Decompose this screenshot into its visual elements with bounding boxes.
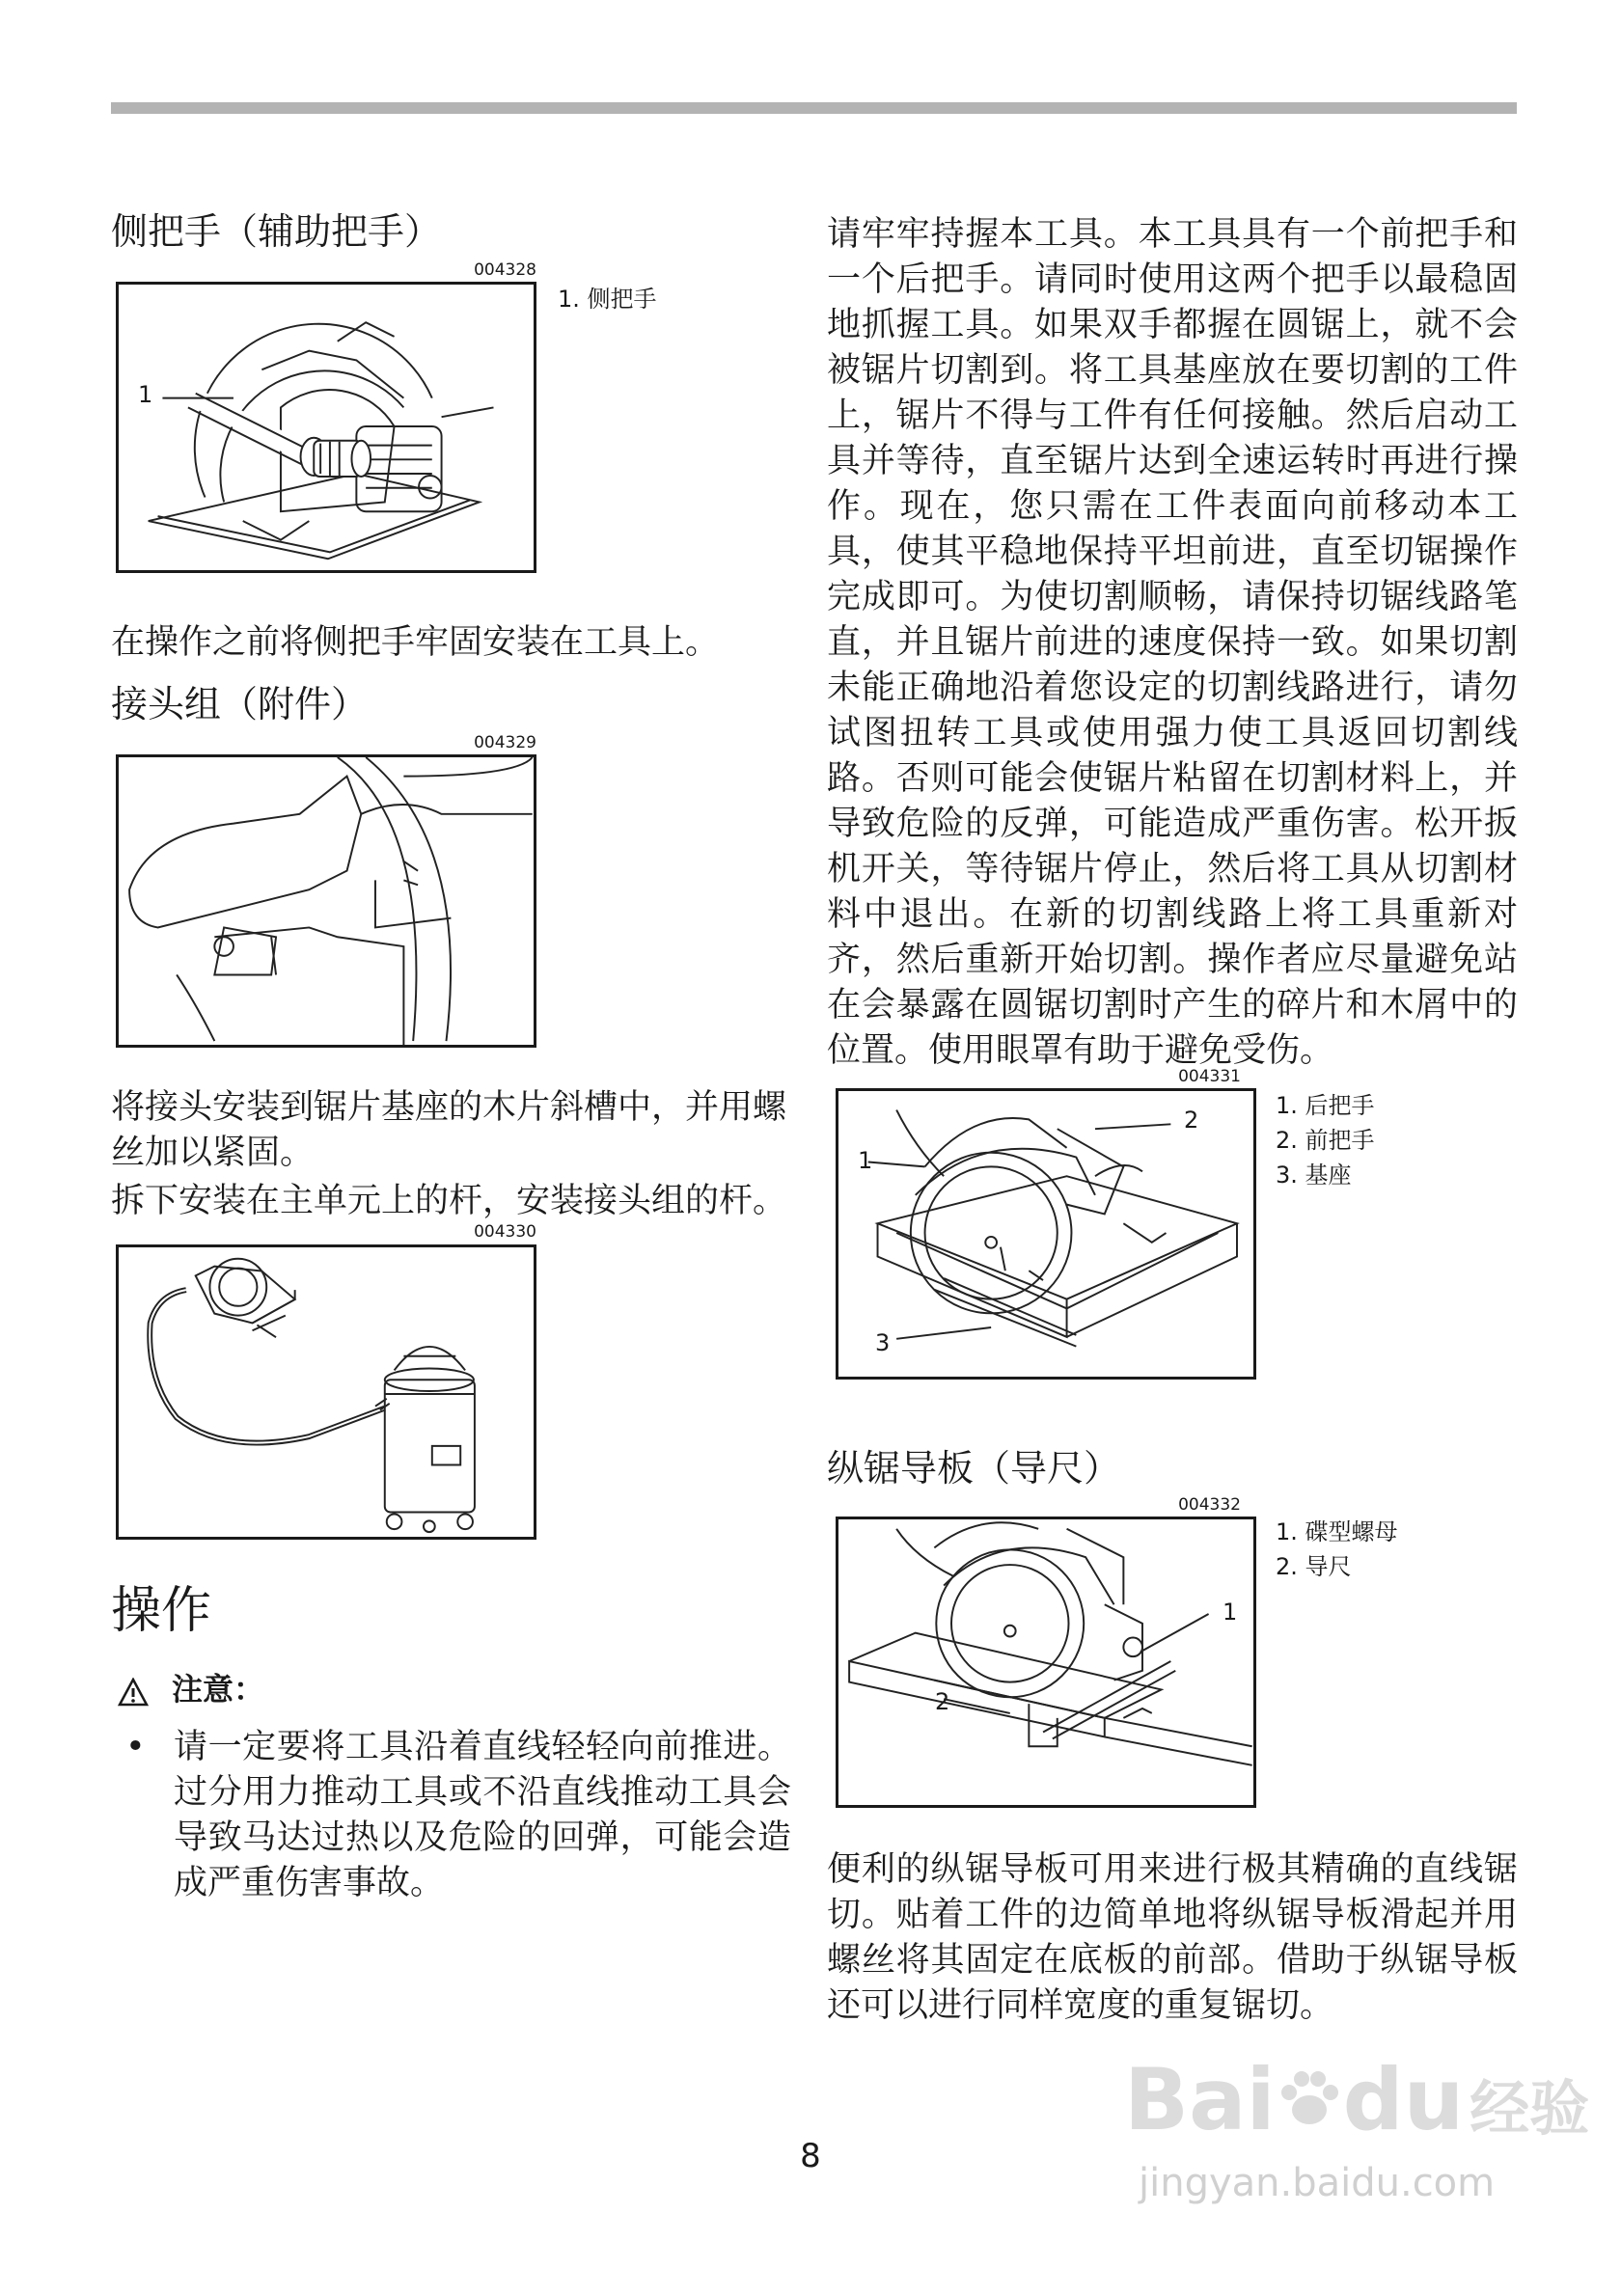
rip-fence-figure: [836, 1517, 1256, 1808]
dust-collector-illustration: [119, 1247, 534, 1537]
rip-fence-illustration: [838, 1519, 1253, 1805]
legend-item: 1. 后把手: [1276, 1092, 1375, 1119]
joint-set-title: 接头组（附件）: [111, 683, 369, 725]
watermark-logo: [1124, 2050, 1589, 2149]
joint-set-text-1: 将接头安装到锯片基座的木片斜槽中，并用螺丝加以紧固。: [111, 1088, 787, 1172]
callout-3: 3: [875, 1329, 891, 1356]
watermark-cn: 经验: [1470, 2073, 1590, 2144]
legend-item: 1. 侧把手: [558, 286, 657, 313]
side-handle-legend: [558, 282, 657, 316]
page-number: 8: [800, 2137, 821, 2175]
legend-item: 2. 前把手: [1276, 1127, 1375, 1154]
watermark-brand-2: du: [1342, 2050, 1465, 2149]
joint-set-illustration: [119, 757, 534, 1045]
legend-item: 2. 导尺: [1276, 1553, 1352, 1580]
callout-1: 1: [1223, 1599, 1238, 1626]
figure-code-004329: 004329: [474, 733, 536, 752]
side-handle-illustration: [119, 285, 534, 570]
figure-code-004330: 004330: [474, 1222, 536, 1242]
top-rule: [111, 102, 1517, 114]
bullet-dot: •: [125, 1728, 146, 1766]
warning-triangle-icon: [118, 1678, 149, 1707]
caution-label: 注意：: [172, 1671, 265, 1708]
callout-2: 2: [935, 1688, 950, 1715]
operation-title: 操作: [111, 1582, 212, 1640]
operation-bullet-text: 请一定要将工具沿着直线轻轻向前推进。过分用力推动工具或不沿直线推动工具会导致马达过热以及危险的回弹，可能会造成严重伤害事故。: [174, 1728, 791, 1902]
joint-set-figure: [116, 754, 536, 1048]
figure-code-004331: 004331: [1178, 1067, 1241, 1086]
figure-code-004328: 004328: [474, 260, 536, 280]
operation-illustration: [838, 1091, 1253, 1377]
rip-fence-title: 纵锯导板（导尺）: [827, 1447, 1121, 1490]
paw-print-icon: [1276, 2065, 1343, 2133]
watermark-brand: Bai: [1124, 2050, 1276, 2149]
watermark-url: jingyan.baidu.com: [1139, 2161, 1496, 2205]
dust-collector-figure: [116, 1244, 536, 1540]
callout-1: 1: [858, 1147, 873, 1174]
callout-1: 1: [138, 381, 153, 408]
side-handle-figure: [116, 282, 536, 573]
operation-figure: [836, 1088, 1256, 1380]
legend-item: 3. 基座: [1276, 1162, 1352, 1189]
rip-fence-text: 便利的纵锯导板可用来进行极其精确的直线锯切。贴着工件的边简单地将纵锯导板滑起并用螺丝将其固定在底板的前部。借助于纵锯导板还可以进行同样宽度的重复锯切。: [827, 1850, 1518, 2025]
legend-item: 1. 碟型螺母: [1276, 1518, 1398, 1545]
operation-paragraph: 请牢牢持握本工具。本工具具有一个前把手和一个后把手。请同时使用这两个把手以最稳固地抓握工具。如果双手都握在圆锯上，就不会被锯片切割到。将工具基座放在要切割的工件上，锯片不得与工件有任何接触。然后启动工具并等待，直至锯片达到全速运转时再进行操作。现在，您只需在工件表面向前移动本工具，使其平稳地保持平坦前进，直至切锯操作完成即可。为使切割顺畅，请保持切锯线路笔直，并且锯片前进的速度保持一致。如果切割未能正确地沿着您设定的切割线路进行，请勿试图扭转工具或使用强力使工具返回切割线路。否则可能会使锯片粘留在切割材料上，并导致危险的反弹，可能造成严重伤害。松开扳机开关，等待锯片停止，然后将工具从切割材料中退出。在新的切割线路上将工具重新对齐，然后重新开始切割。操作者应尽量避免站在会暴露在圆锯切割时产生的碎片和木屑中的位置。使用眼罩有助于避免受伤。: [827, 215, 1518, 1070]
figure-code-004332: 004332: [1178, 1495, 1241, 1515]
operation-legend: [1276, 1088, 1375, 1192]
rip-fence-legend: [1276, 1515, 1398, 1584]
side-handle-title: 侧把手（辅助把手）: [111, 210, 442, 253]
side-handle-text: 在操作之前将侧把手牢固安装在工具上。: [111, 623, 720, 662]
joint-set-text-2: 拆下安装在主单元上的杆，安装接头组的杆。: [111, 1182, 787, 1220]
callout-2: 2: [1184, 1107, 1199, 1134]
